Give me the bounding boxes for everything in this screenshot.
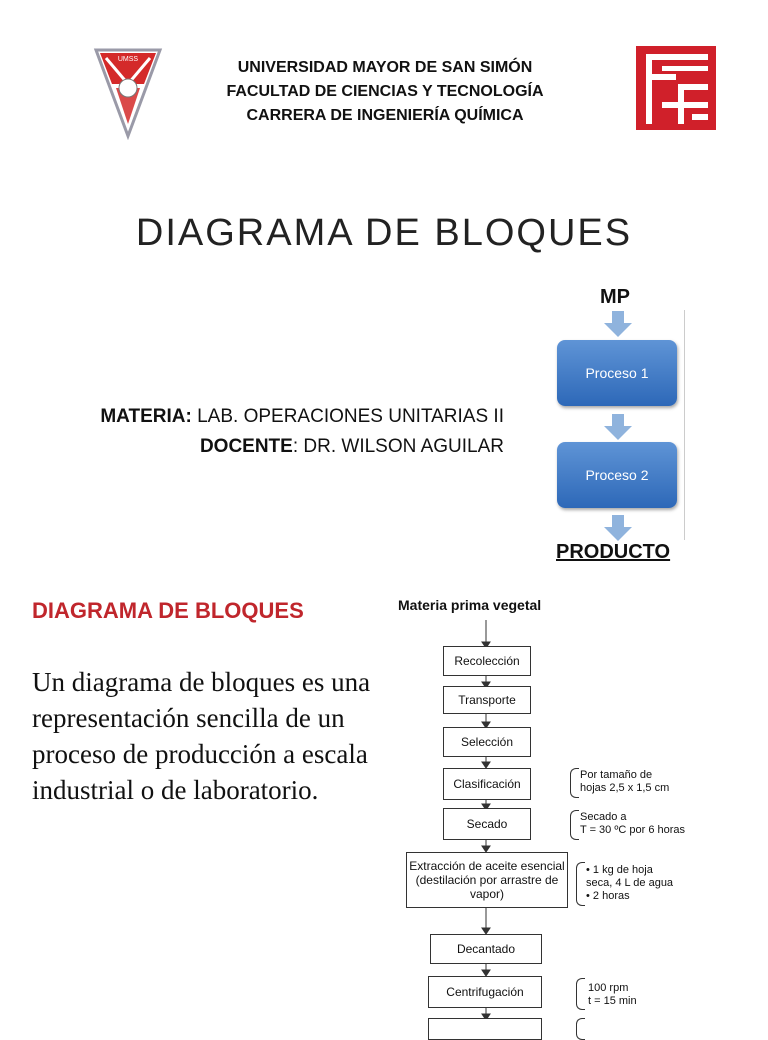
step-decantado: Decantado <box>430 934 542 964</box>
note-extraccion <box>586 864 673 903</box>
definition-paragraph: Un diagrama de bloques es una representación sencilla de un proceso de producción a escala industrial o de laboratorio. <box>32 667 371 805</box>
note-line: Por tamaño de <box>580 769 653 781</box>
step-transporte: Transporte <box>443 686 531 714</box>
brace <box>576 1018 585 1040</box>
step-next-cut <box>428 1018 542 1040</box>
note-secado <box>580 811 685 837</box>
step-extraccion: Extracción de aceite esencial (destilación por arrastre de vapor) <box>406 852 568 908</box>
step-seleccion: Selección <box>443 727 531 757</box>
process-block-2: Proceso 2 <box>557 442 677 508</box>
process-block-1: Proceso 1 <box>557 340 677 406</box>
umss-logo-text: UMSS <box>117 56 139 63</box>
note-line: hojas 2,5 x 1,5 cm <box>580 782 670 794</box>
note-line: Secado a <box>580 811 627 823</box>
note-line: t = 15 min <box>588 995 637 1007</box>
step-recoleccion: Recolección <box>443 646 531 676</box>
brace <box>576 862 585 906</box>
career-name: CARRERA DE INGENIERÍA QUÍMICA <box>246 107 524 124</box>
docente-value: : DR. WILSON AGUILAR <box>292 436 504 457</box>
note-centrifugacion <box>588 982 637 1008</box>
flow-title: Materia prima vegetal <box>398 597 542 613</box>
brace <box>576 978 585 1010</box>
note-line: 100 rpm <box>588 982 629 994</box>
mp-label: MP <box>600 286 630 308</box>
university-name: UNIVERSIDAD MAYOR DE SAN SIMÓN <box>237 59 533 76</box>
docente-label: DOCENTE <box>199 436 293 457</box>
section-title: DIAGRAMA DE BLOQUES <box>32 598 304 623</box>
page-title: DIAGRAMA DE BLOQUES <box>135 212 633 254</box>
materia-value: LAB. OPERACIONES UNITARIAS II <box>191 406 504 427</box>
producto-label: PRODUCTO <box>556 541 671 563</box>
brace <box>570 768 579 798</box>
faculty-name: FACULTAD DE CIENCIAS Y TECNOLOGÍA <box>226 83 544 100</box>
step-clasificacion: Clasificación <box>443 768 531 800</box>
note-line: T = 30 ºC por 6 horas <box>580 824 686 836</box>
note-clasificacion <box>580 769 669 795</box>
step-secado: Secado <box>443 808 531 840</box>
note-line: seca, 4 L de agua <box>586 877 674 889</box>
note-line: • 1 kg de hoja <box>586 864 653 876</box>
brace <box>570 810 579 840</box>
materia-label: MATERIA: <box>100 406 192 427</box>
step-centrifugacion: Centrifugación <box>428 976 542 1008</box>
note-line: • 2 horas <box>586 890 630 902</box>
